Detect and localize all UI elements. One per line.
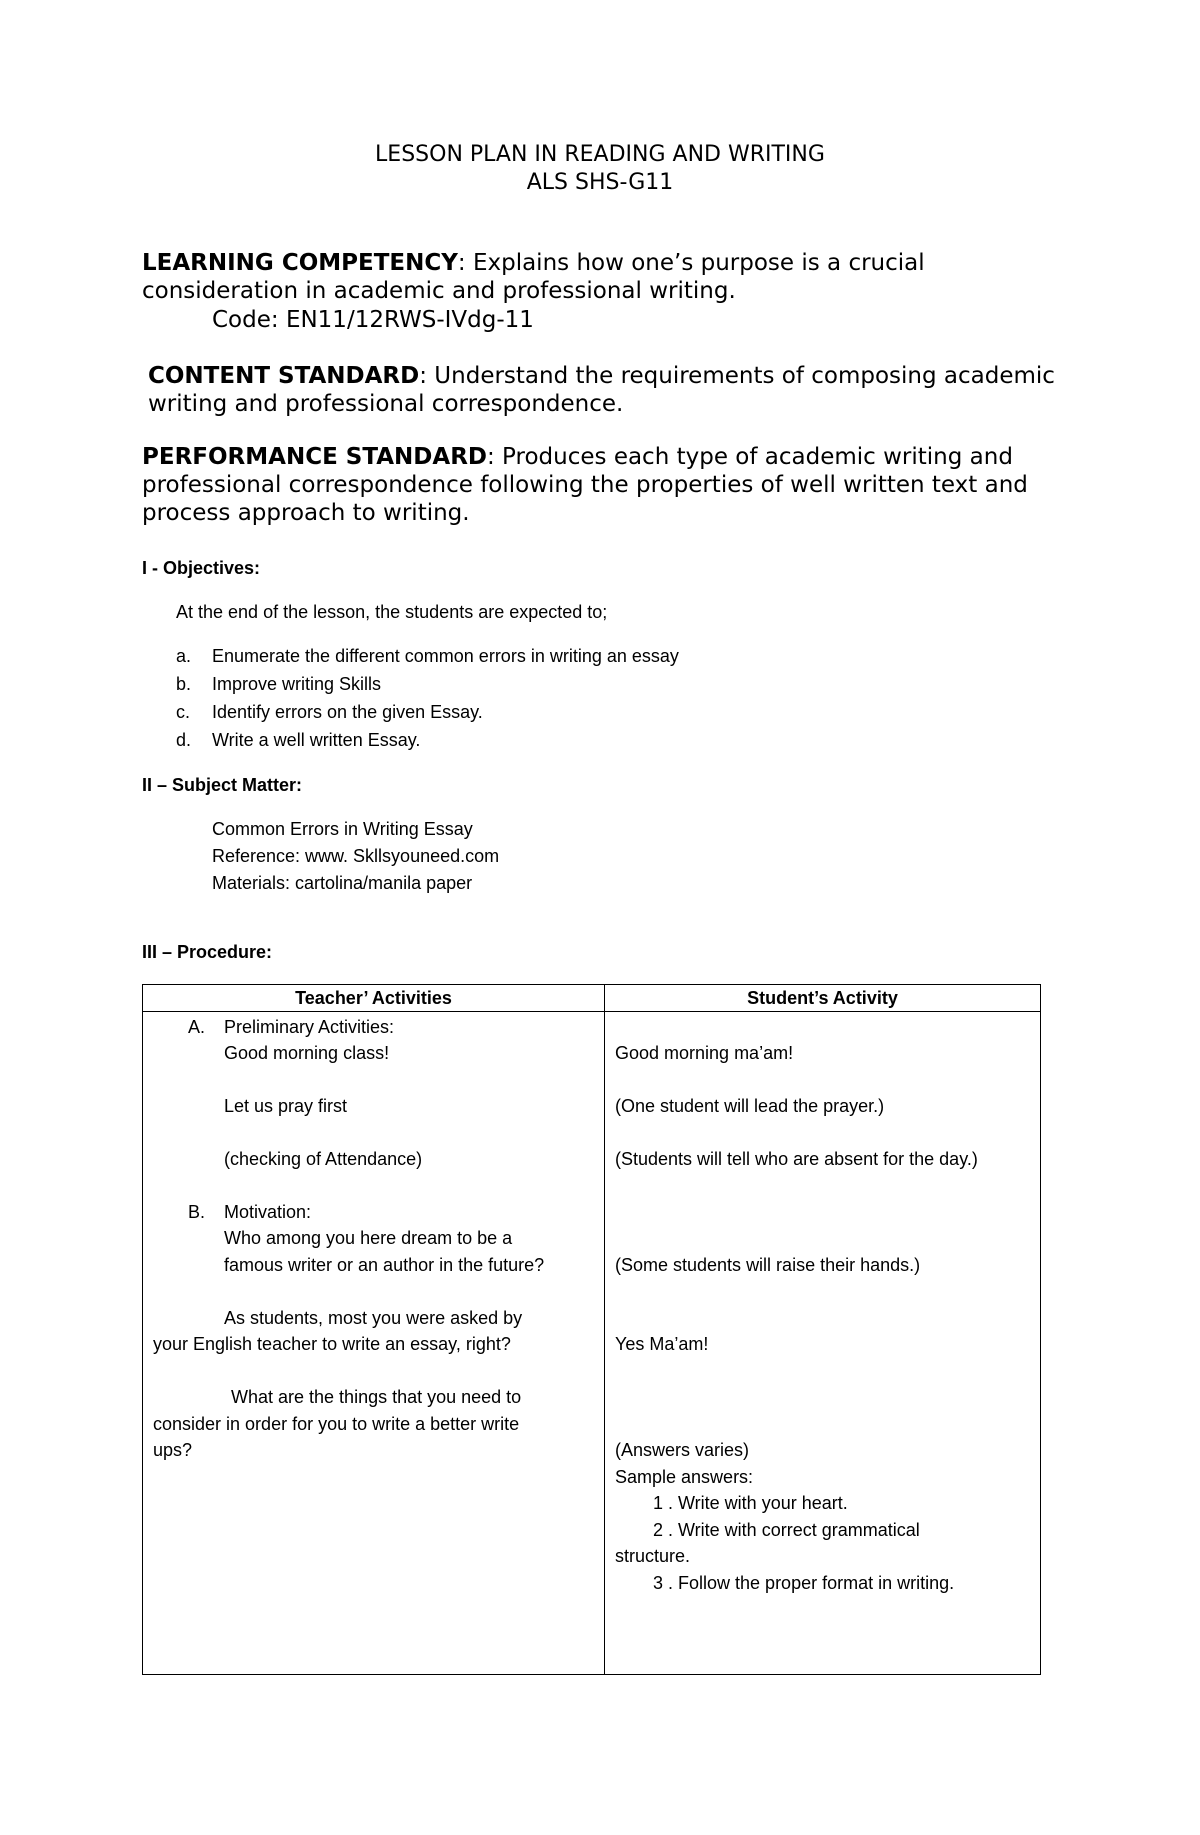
content-standard-label: CONTENT STANDARD [148,363,420,389]
document-title: LESSON PLAN IN READING AND WRITING [375,142,825,167]
subject-materials: Materials: cartolina/manila paper [212,873,473,893]
section-b-marker: B. [188,1202,206,1222]
document-subtitle: ALS SHS-G11 [526,170,674,195]
content-standard-text: : Understand the requirements of composing academic writing and professional correspondence. [148,363,1055,417]
list-item: d. Write a well written Essay. [176,730,421,750]
student-sample-answers: Sample answers: [615,1467,754,1487]
student-yes: Yes Ma’am! [615,1334,709,1354]
list-item: b. Improve writing Skills [176,674,382,694]
student-column-header: Student’s Activity [605,985,1041,1012]
performance-standard-text: : Produces each type of academic writing and professional correspondence following the properties of well written text and process approach to writing. [142,444,1028,526]
learning-competency [142,249,1072,305]
section-a-title: Preliminary Activities: [224,1017,395,1037]
teacher-question-1-line-2: famous writer or an author in the future? [224,1255,545,1275]
subject-matter-heading: II – Subject Matter: [142,775,303,795]
subject-reference: Reference: www. Skllsyouneed.com [212,846,500,866]
teacher-attendance: (checking of Attendance) [224,1149,423,1169]
student-hands: (Some students will raise their hands.) [615,1255,921,1275]
student-activities-cell [605,1012,1041,1675]
teacher-pray: Let us pray first [224,1096,348,1116]
teacher-question-1-line-1: Who among you here dream to be a [224,1228,513,1248]
list-item: a. Enumerate the different common errors in writing an essay [176,646,679,666]
learning-competency-label: LEARNING COMPETENCY [142,250,458,276]
teacher-activities-cell [143,1012,605,1675]
teacher-column-header: Teacher’ Activities [143,985,605,1012]
student-greeting: Good morning ma’am! [615,1043,794,1063]
student-answer-2-line-2: structure. [615,1546,691,1566]
performance-standard [142,443,1072,527]
student-answer-3: 3 . Follow the proper format in writing. [653,1573,955,1593]
student-prayer: (One student will lead the prayer.) [615,1096,885,1116]
teacher-question-2-line-2: your English teacher to write an essay, right? [153,1334,511,1354]
section-b-title: Motivation: [224,1202,312,1222]
student-answers-varies: (Answers varies) [615,1440,750,1460]
teacher-question-2-line-1: As students, most you were asked by [224,1308,523,1328]
teacher-greeting: Good morning class! [224,1043,390,1063]
teacher-question-3-line-1: What are the things that you need to [231,1387,522,1407]
content-standard [148,362,1078,418]
learning-competency-text: : Explains how one’s purpose is a crucial consideration in academic and professional writing. [142,250,925,304]
list-item: c. Identify errors on the given Essay. [176,702,483,722]
student-answer-1: 1 . Write with your heart. [653,1493,848,1513]
procedure-heading: III – Procedure: [142,942,273,962]
section-a-marker: A. [188,1017,206,1037]
competency-code: Code: EN11/12RWS-IVdg-11 [212,307,534,333]
teacher-question-3-line-3: ups? [153,1440,193,1460]
student-absent: (Students will tell who are absent for the day.) [615,1149,978,1169]
performance-standard-label: PERFORMANCE STANDARD [142,444,487,470]
objectives-heading: I - Objectives: [142,558,261,578]
teacher-question-3-line-2: consider in order for you to write a better write [153,1414,520,1434]
student-answer-2-line-1: 2 . Write with correct grammatical [653,1520,920,1540]
objectives-list [176,642,679,754]
subject-topic: Common Errors in Writing Essay [212,819,473,839]
procedure-table [142,984,1041,1675]
objectives-intro: At the end of the lesson, the students are expected to; [176,602,608,622]
